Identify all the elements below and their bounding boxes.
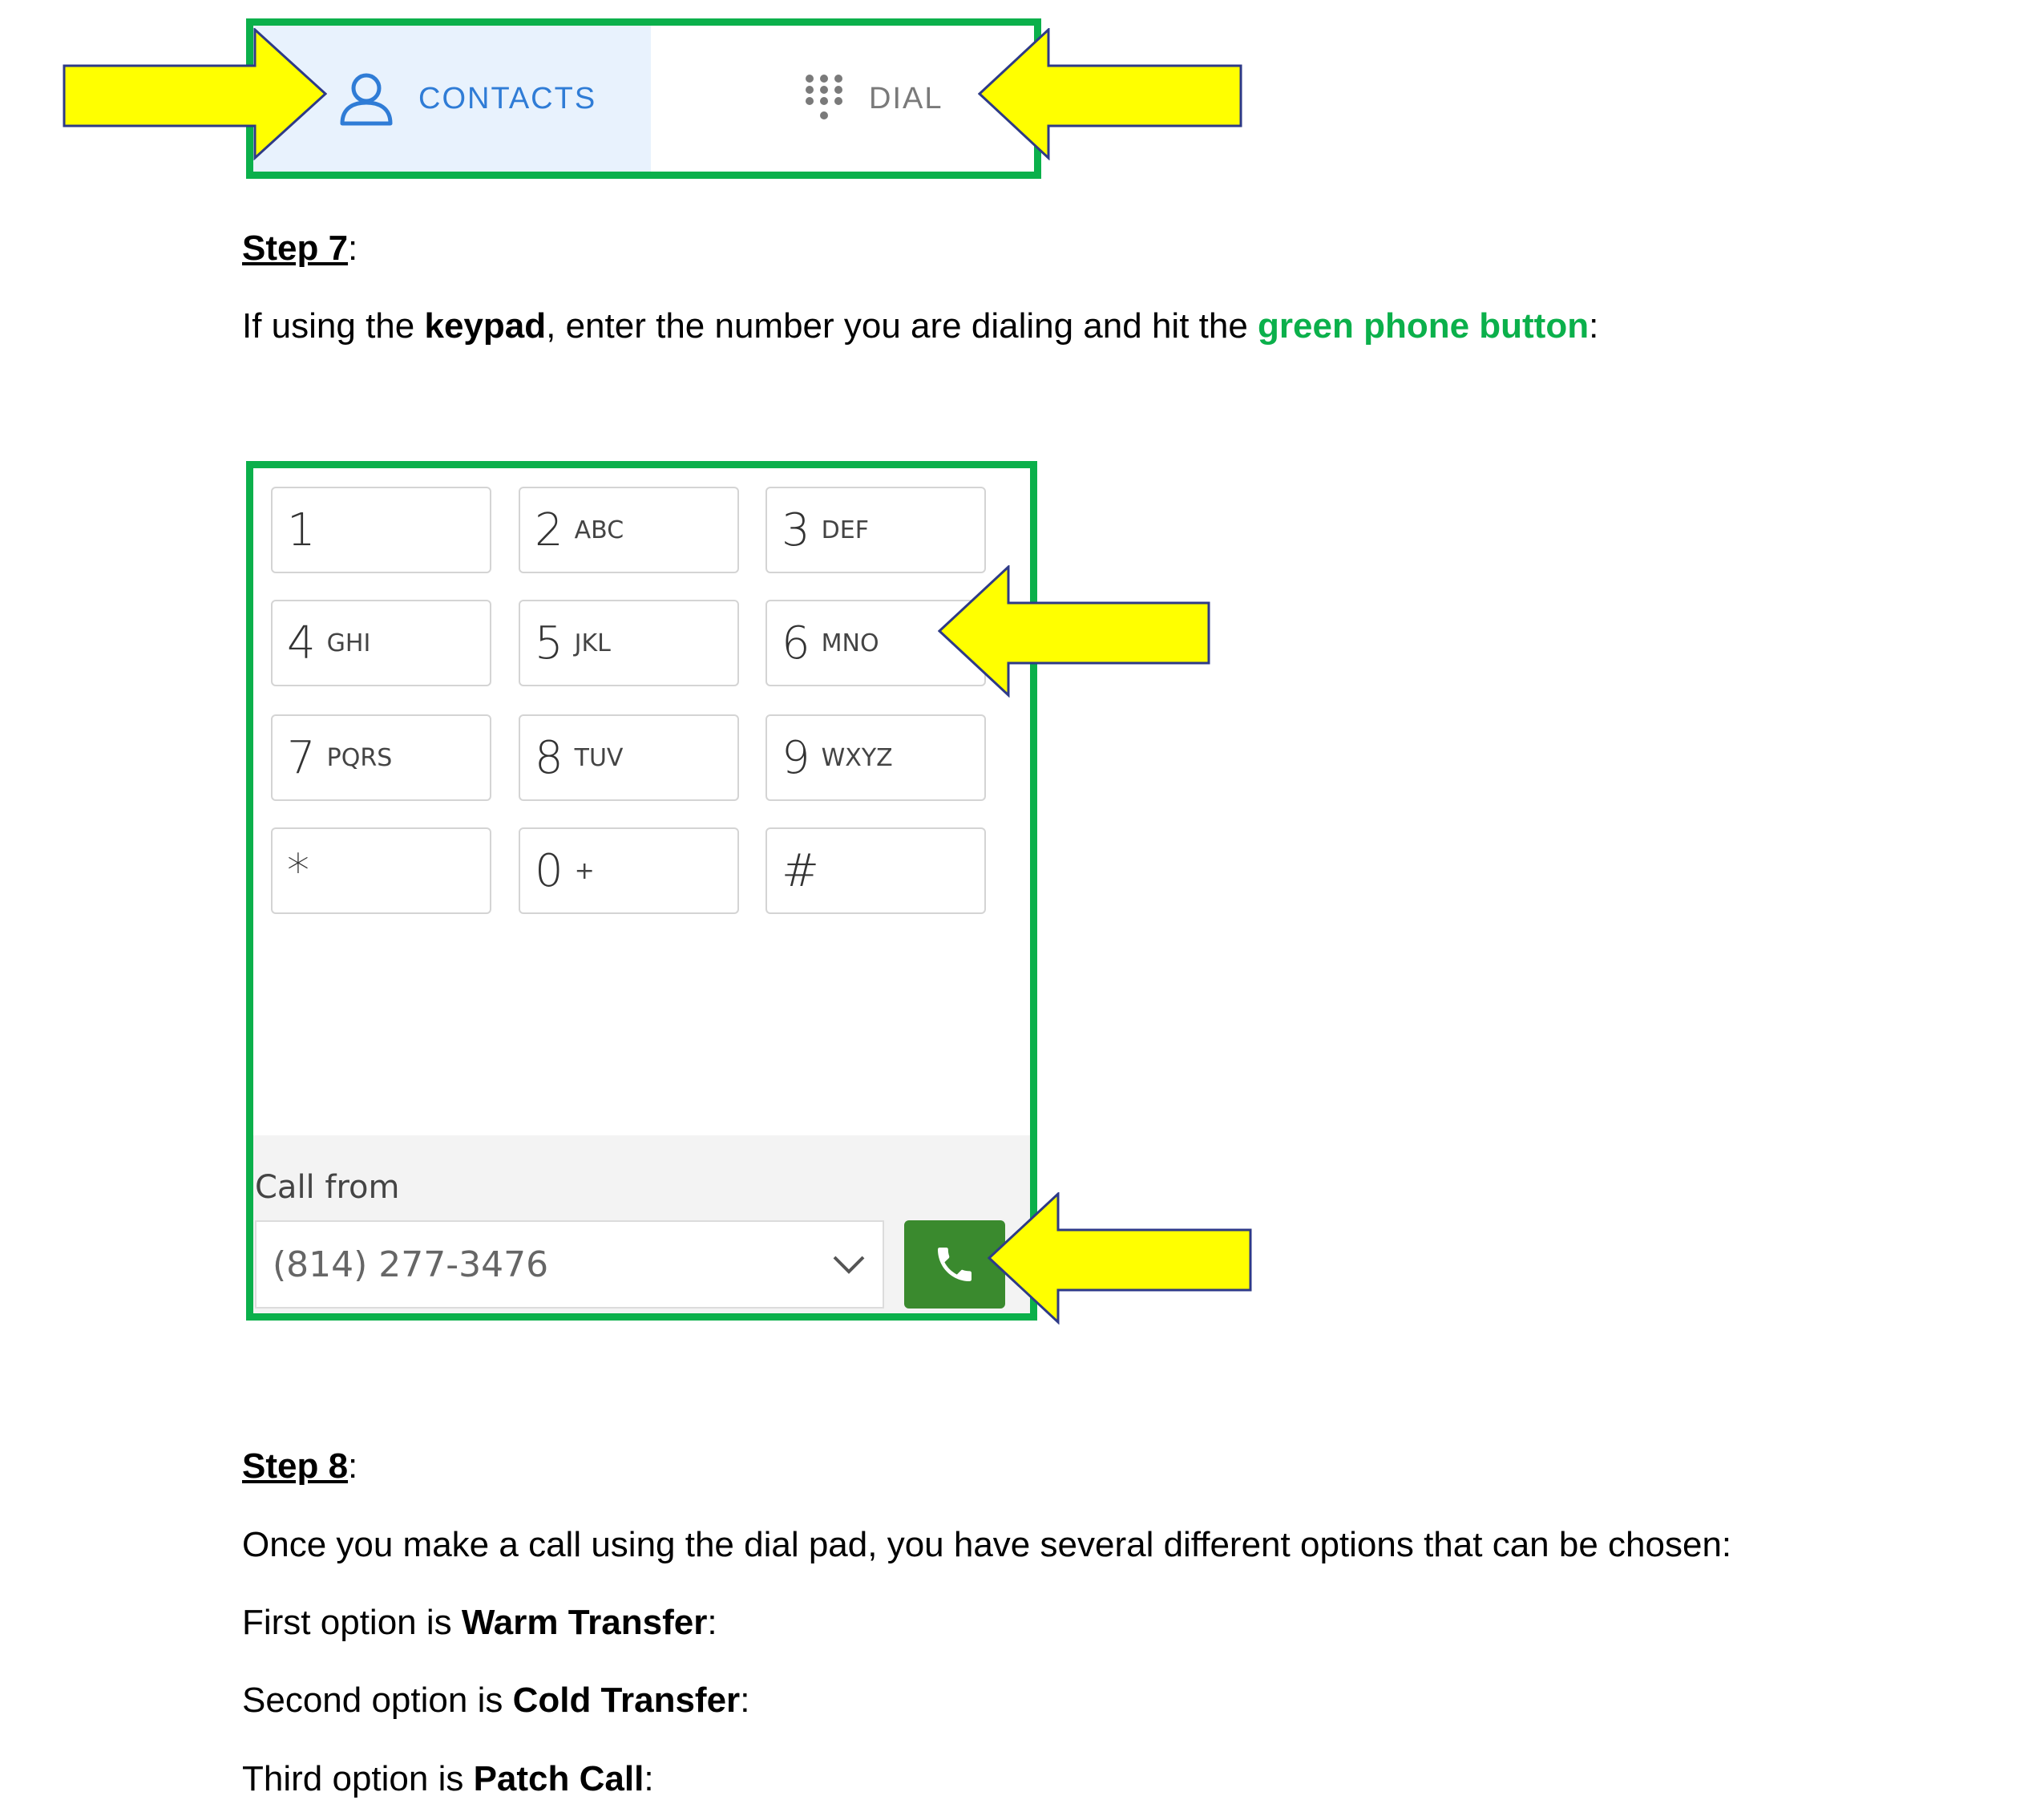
key-digit: 7 (287, 731, 316, 784)
key-digit: 8 (535, 731, 564, 784)
step8-option-2 (242, 1680, 749, 1721)
key-digit: 4 (287, 617, 316, 669)
arrow-left-icon (938, 565, 1210, 698)
dialpad-icon (803, 72, 845, 125)
option-1-prefix: First option is (242, 1603, 462, 1642)
keypad-key[interactable] (519, 714, 739, 801)
key-letters: WXYZ (821, 743, 893, 772)
keypad-key[interactable] (765, 487, 986, 573)
caller-id-value: (814) 277-3476 (273, 1244, 549, 1285)
tabs-screenshot (246, 18, 1041, 179)
step7-heading-line (242, 228, 357, 269)
user-icon (338, 71, 394, 127)
step8-heading-line (242, 1446, 357, 1487)
step7-green-phone-button: green phone button (1258, 306, 1590, 346)
key-letters: ABC (574, 516, 624, 544)
key-digit: # (782, 844, 819, 897)
keypad-key[interactable] (271, 487, 491, 573)
key-letters: GHI (326, 629, 371, 657)
key-letters: PQRS (326, 743, 393, 772)
step7-text-3: : (1589, 306, 1599, 346)
step7-text-1: If using the (242, 306, 425, 346)
step8-colon: : (348, 1446, 358, 1486)
key-digit: 6 (782, 617, 810, 669)
key-digit: * (287, 844, 309, 897)
step7-instruction (242, 305, 1598, 347)
chevron-down-icon (831, 1252, 866, 1276)
keypad-key[interactable] (519, 487, 739, 573)
keypad-key[interactable] (519, 827, 739, 914)
arrow-left-icon (978, 28, 1242, 160)
arrow-left-icon (988, 1192, 1252, 1325)
step8-heading: Step 8 (242, 1446, 349, 1486)
keypad-key[interactable] (271, 827, 491, 914)
step8-intro: Once you make a call using the dial pad, you have several different options that can be chosen: (242, 1525, 1732, 1564)
tab-dial-label: DIAL (869, 81, 943, 115)
step7-heading: Step 7 (242, 229, 349, 268)
tab-contacts-label: CONTACTS (418, 81, 597, 115)
option-2-prefix: Second option is (242, 1681, 513, 1720)
option-3-suffix: : (644, 1759, 654, 1798)
option-2-suffix: : (740, 1681, 750, 1720)
key-letters: DEF (821, 516, 869, 544)
tab-dial[interactable] (651, 26, 1034, 172)
step8-option-3 (242, 1758, 654, 1800)
key-letters: MNO (821, 629, 879, 657)
option-3-prefix: Third option is (242, 1759, 474, 1798)
key-digit: 3 (782, 504, 810, 556)
step7-colon: : (348, 229, 358, 268)
caller-id-select[interactable] (255, 1220, 884, 1309)
keypad-key[interactable] (271, 714, 491, 801)
key-digit: 9 (782, 731, 810, 784)
keypad-key[interactable] (519, 600, 739, 686)
key-letters: TUV (574, 743, 624, 772)
keypad-screenshot (246, 461, 1037, 1321)
keypad-key[interactable] (271, 600, 491, 686)
step7-keypad-word: keypad (424, 306, 547, 346)
key-letters: + (574, 856, 595, 885)
option-2-name: Cold Transfer (512, 1681, 741, 1720)
call-from-panel (253, 1135, 1030, 1321)
phone-icon (932, 1242, 977, 1287)
step8-option-1 (242, 1602, 717, 1644)
key-digit: 5 (535, 617, 564, 669)
keypad-key[interactable] (765, 827, 986, 914)
option-3-name: Patch Call (473, 1759, 644, 1798)
key-letters: JKL (574, 629, 611, 657)
key-digit: 1 (287, 504, 316, 556)
option-1-suffix: : (707, 1603, 717, 1642)
option-1-name: Warm Transfer (461, 1603, 708, 1642)
keypad-key[interactable] (765, 714, 986, 801)
arrow-right-icon (63, 28, 327, 160)
key-digit: 0 (535, 844, 564, 897)
key-digit: 2 (535, 504, 564, 556)
step7-text-2: , enter the number you are dialing and hit the (546, 306, 1258, 346)
call-from-label: Call from (255, 1169, 400, 1206)
